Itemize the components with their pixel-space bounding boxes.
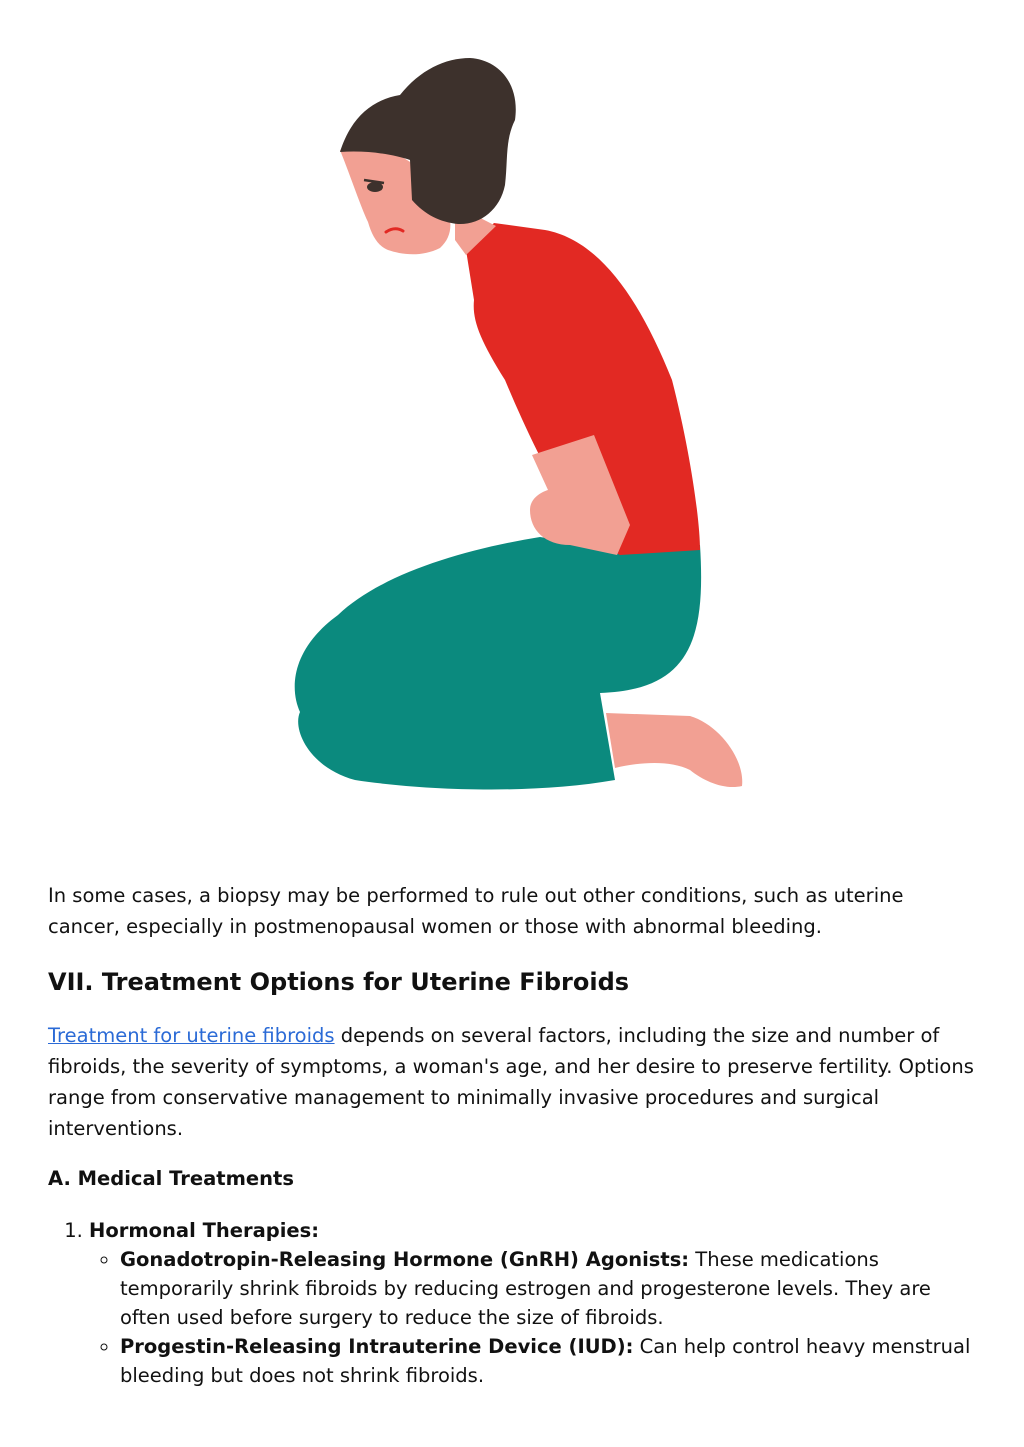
treatment-list [48,1216,978,1390]
section-heading: VII. Treatment Options for Uterine Fibroids [48,968,630,996]
subitem-text: These medications temporarily shrink fibroids by reducing estrogen and progesterone levels. They are often used before surgery to reduce the size of fibroids. [120,1248,931,1329]
hormonal-therapies-sublist [89,1245,978,1390]
kneeling-woman-illustration [280,50,760,810]
treatment-link[interactable]: Treatment for uterine fibroids [48,1024,335,1047]
subitem-term: Gonadotropin-Releasing Hormone (GnRH) Agonists: [120,1248,690,1271]
list-item-title: Hormonal Therapies: [89,1219,320,1242]
list-item-progestin-iud [120,1332,978,1390]
subitem-text: Can help control heavy menstrual bleeding but does not shrink fibroids. [120,1335,971,1387]
list-item-gnrh-agonists [120,1245,978,1332]
article-content [48,880,978,1390]
list-item-hormonal-therapies [89,1216,978,1390]
section-paragraph-text: depends on several factors, including the size and number of fibroids, the severity of symptoms, a woman's age, and her desire to preserve fertility. Options range from conservative management to minimally invasive procedures and surgical interventions. [48,1024,974,1140]
back-foot [606,713,742,787]
subsection-heading: A. Medical Treatments [48,1167,294,1190]
subitem-term: Progestin-Releasing Intrauterine Device (IUD): [120,1335,634,1358]
section-paragraph [48,1020,978,1144]
intro-paragraph: In some cases, a biopsy may be performed to rule out other conditions, such as uterine cancer, especially in postmenopausal women or those with abnormal bleeding. [48,884,904,938]
